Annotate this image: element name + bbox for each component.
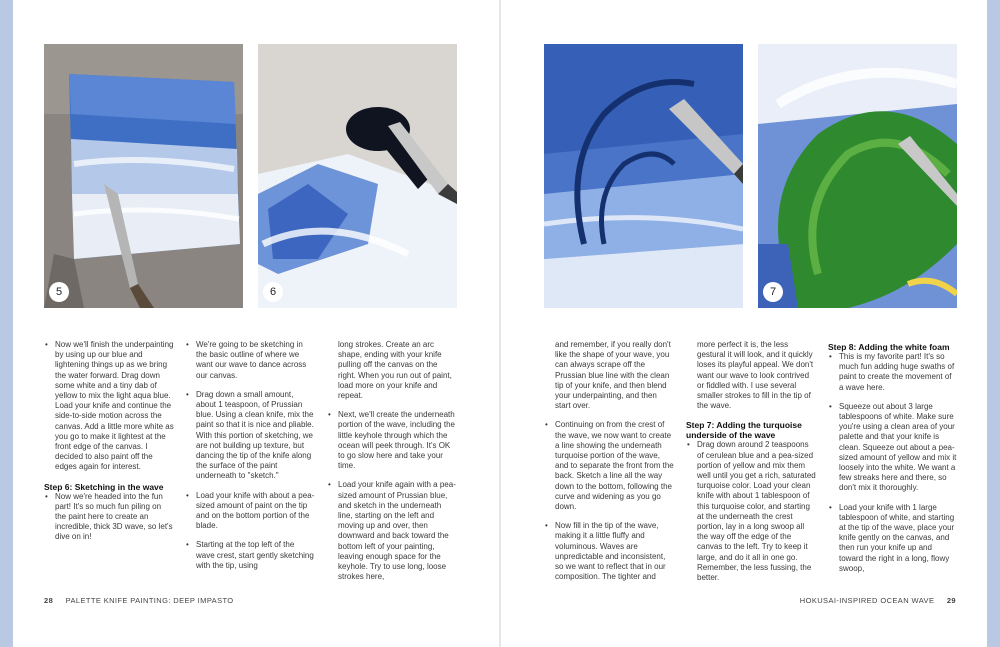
list-item: • Next, we'll create the underneath portion of the wave, including the little keyhole through which the ocean will peek through. It's OK to go slow here and take your time. bbox=[328, 410, 455, 471]
list-item-continuation: and remember, if you really don't like the shape of your wave, you can always scrape off the Prussian blue line with the clean tip of your knife, and then blend your underpainting, and then start over. bbox=[555, 340, 671, 411]
text-column-1 bbox=[44, 340, 174, 552]
right-footer bbox=[800, 596, 956, 605]
list-item: • Now we'll finish the underpainting by using up our blue and lightening things up as we bring the water forward. Drag down some white and a tiny dab of yellow to mix the light aqua blue. Load your knife and continue the side-to-side motion across the canvas. Add a little more white as you go to make it lightest at the front edge of the canvas. I decided to also paint off the edges again for interest. bbox=[45, 340, 174, 472]
photo-step-sketch bbox=[544, 44, 743, 308]
text-column-2 bbox=[185, 340, 315, 580]
list-item-continuation: more perfect it is, the less gestural it will look, and it quickly loses its playful appeal. We don't want our wave to look contrived or fiddled with. I use several smaller strokes to fill in the tip of the wave. bbox=[697, 340, 814, 411]
list-item-continuation: long strokes. Create an arc shape, ending with your knife pulling off the canvas on the right. When you run out of paint, load more on your knife and repeat. bbox=[338, 340, 452, 401]
text-column-4 bbox=[544, 340, 674, 591]
photo-green-wave-icon bbox=[758, 44, 957, 308]
step-heading: Step 8: Adding the white foam bbox=[828, 342, 950, 352]
list-item: • Drag down around 2 teaspoons of cerulean blue and a pea-sized portion of yellow and mix them well until you get a rich, saturated turquoise color. Load your clean knife with about 1 tablespoon of this turquoise color, and starting at the underneath the crest portion, lay in a long swoop all the way off the edge of the canvas to the left. Try to keep it large, and do it all in one go. Remember, the less fussing, the better. bbox=[687, 440, 816, 583]
photo-wave-sketch-icon bbox=[544, 44, 743, 308]
list-item: • Now we're headed into the fun part! It's so much fun piling on the paint here to create an incredible, thick 3D wave, so let's dive on in! bbox=[45, 491, 173, 542]
list-item: • Drag down a small amount, about 1 teaspoon, of Prussian blue. Using a clean knife, mix the paint so that it is nice and pliable. With this portion of sketching, we are not building up texture, but dancing the tip of the knife along the surface of the paint underneath to "sketch." bbox=[186, 389, 314, 481]
left-page bbox=[13, 0, 499, 647]
photo-number-badge: 6 bbox=[263, 282, 283, 302]
right-page bbox=[501, 0, 987, 647]
text-column-3 bbox=[327, 340, 457, 591]
photo-number-badge: 7 bbox=[763, 282, 783, 302]
list-item: • This is my favorite part! It's so much fun adding huge swaths of paint to create the movement of a wave here. bbox=[829, 352, 955, 392]
photo-step-5 bbox=[44, 44, 243, 308]
text-column-5 bbox=[686, 340, 816, 592]
running-title: HOKUSAI-INSPIRED OCEAN WAVE bbox=[799, 596, 935, 605]
step-heading: Step 6: Sketching in the wave bbox=[44, 481, 164, 492]
list-item: • Squeeze out about 3 large tablespoons of white. Make sure you're using a clean area of your palette and that your knife is clean. Squeeze out about a pea-sized amount of yellow and mix it loosely into the white. We want a few streaks here and there, so don't mix it thoroughly. bbox=[829, 401, 957, 493]
page-number: 29 bbox=[946, 596, 956, 605]
page-number: 28 bbox=[44, 596, 54, 605]
left-footer bbox=[44, 596, 234, 605]
list-item: • Continuing on from the crest of the wave, we now want to create a line showing the underneath turquoise portion of the wave, and to separate the front from the back. Sketch a line all the way down to the bottom, following the curve and widening as you go down. bbox=[545, 420, 674, 512]
list-item: • Load your knife with about a pea-sized amount of paint on the tip and on the bottom portion of the blade. bbox=[186, 490, 315, 531]
running-title: PALETTE KNIFE PAINTING: DEEP IMPASTO bbox=[65, 596, 234, 605]
list-item: • Now fill in the tip of the wave, making it a little fluffy and voluminous. Waves are unpredictable and inconsistent, so we want to reflect that in our composition. The tighter and bbox=[545, 521, 666, 582]
list-item: • We're going to be sketching in the basic outline of where we want our wave to dance across our canvas. bbox=[186, 340, 307, 380]
photo-step-6 bbox=[258, 44, 457, 308]
text-column-6 bbox=[828, 340, 958, 583]
photo-number-badge: 5 bbox=[49, 282, 69, 302]
step-heading: Step 7: Adding the turquoise underside of the wave bbox=[686, 420, 802, 441]
photo-canvas-underpainting-icon bbox=[44, 44, 243, 308]
list-item: • Load your knife with 1 large tablespoon of white, and starting at the tip of the wave, place your knife gently on the canvas, and then run your knife up and toward the right in a long, flowy swoop, bbox=[829, 502, 955, 573]
list-item: • Load your knife again with a pea-sized amount of Prussian blue, and sketch in the underneath line, starting on the left and moving up and over, then downward and back toward the bottom left of your painting, leaving enough space for the keyhole. Try to use long, loose strokes here, bbox=[328, 480, 456, 582]
photo-step-7 bbox=[758, 44, 957, 308]
list-item: • Starting at the top left of the wave crest, start gently sketching with the tip, using bbox=[186, 540, 314, 570]
photo-palette-knife-paint-icon bbox=[258, 44, 457, 308]
